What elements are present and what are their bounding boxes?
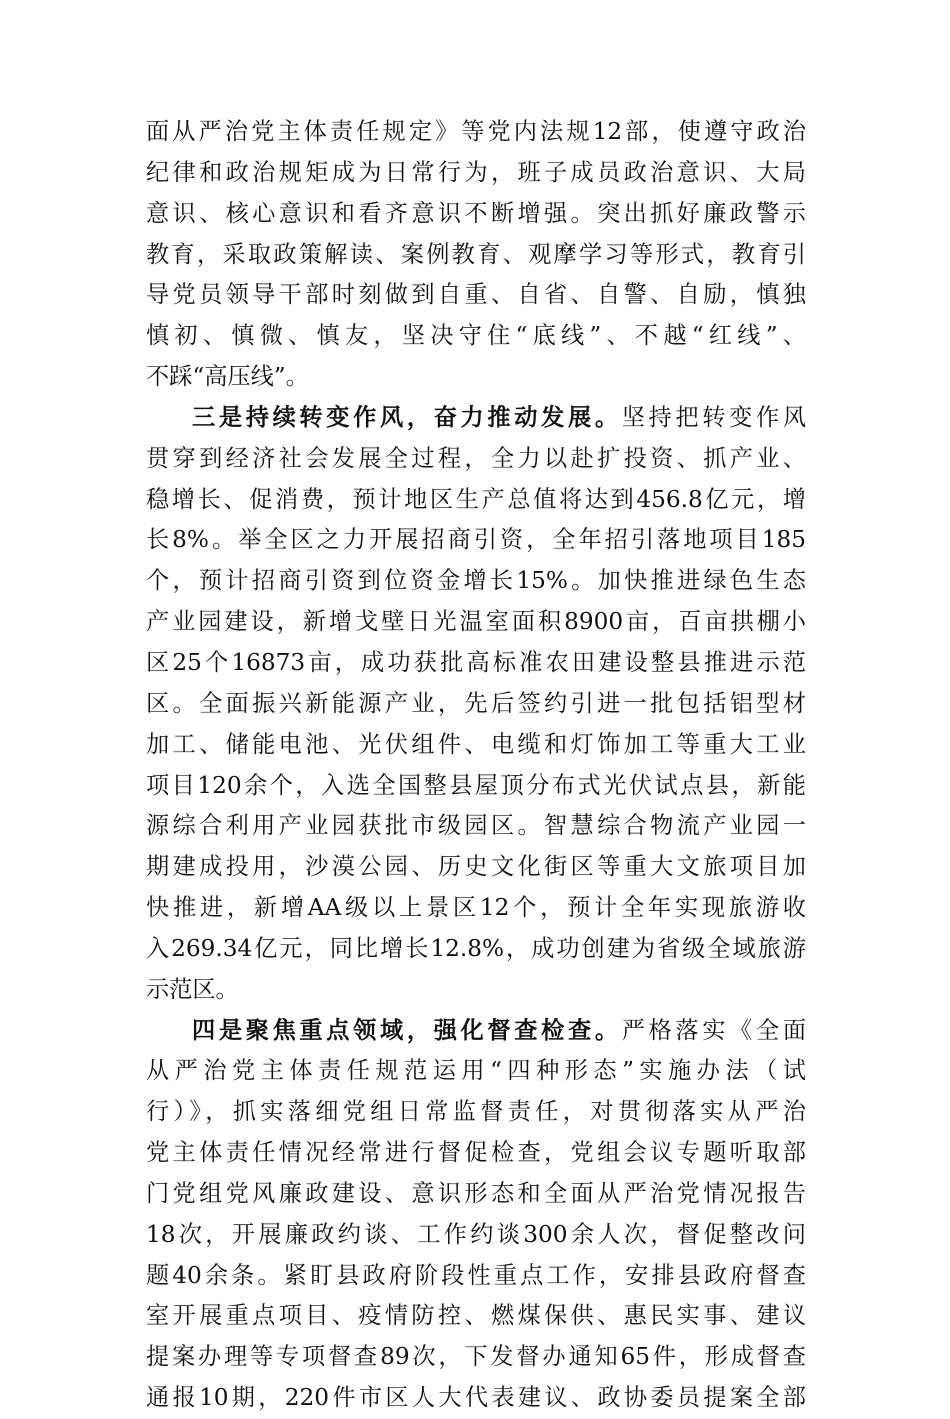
paragraph-2-line-15: 示范区。 [146, 975, 239, 1003]
paragraph-2-line-1 [146, 398, 806, 439]
paragraph-2-line-3: 稳增长、促消费，预计地区生产总值将达到456.8亿元，增 [146, 485, 806, 513]
paragraph-3-line-10: 通报10期，220件市区人大代表建议、政协委员提案全部 [146, 1384, 806, 1412]
paragraph-2-line-12: 期建成投用，沙漠公园、历史文化街区等重大文旅项目加 [146, 853, 806, 881]
paragraph-2-line-9: 加工、储能电池、光伏组件、电缆和灯饰加工等重大工业 [146, 730, 806, 758]
paragraph-2-line-2: 贯穿到经济社会发展全过程，全力以赴扩投资、抓产业、 [146, 444, 806, 472]
paragraph-3-line-8: 室开展重点项目、疫情防控、燃煤保供、惠民实事、建议 [146, 1302, 806, 1330]
paragraph-1-line-7: 不踩“高压线”。 [146, 363, 309, 391]
paragraph-3-line-9: 提案办理等专项督查89次，下发督办通知65件，形成督查 [146, 1343, 806, 1371]
paragraph-2-line-13: 快推进，新增AA级以上景区12个，预计全年实现旅游收 [146, 894, 806, 922]
paragraph-3-line-2: 从严治党主体责任规范运用“四种形态”实施办法（试 [146, 1057, 806, 1085]
paragraph-2-line-10: 项目120余个，入选全国整县屋顶分布式光伏试点县，新能 [146, 771, 806, 799]
paragraph-3-line-5: 门党组党风廉政建设、意识形态和全面从严治党情况报告 [146, 1179, 806, 1207]
document-body [146, 112, 806, 1419]
paragraph-2-line-11: 源综合利用产业园获批市级园区。智慧综合物流产业园一 [146, 812, 806, 840]
paragraph-1-line-5: 导党员领导干部时刻做到自重、自省、自警、自励，慎独 [146, 281, 806, 309]
paragraph-3-line-3: 行）》，抓实落细党组日常监督责任，对贯彻落实从严治 [146, 1098, 806, 1126]
paragraph-2-heading: 三是持续转变作风，奋力推动发展。 [192, 403, 622, 431]
paragraph-2-line-5: 个，预计招商引资到位资金增长15%。加快推进绿色生态 [146, 567, 806, 595]
paragraph-3-line-6: 18次，开展廉政约谈、工作约谈300余人次，督促整改问 [146, 1220, 806, 1248]
paragraph-1-line-1: 面从严治党主体责任规定》等党内法规12部，使遵守政治 [146, 118, 806, 145]
paragraph-2-line-8: 区。全面振兴新能源产业，先后签约引进一批包括铝型材 [146, 689, 806, 717]
paragraph-1-line-3: 意识、核心意识和看齐意识不断增强。突出抓好廉政警示 [146, 199, 806, 227]
paragraph-1-line-2: 纪律和政治规矩成为日常行为，班子成员政治意识、大局 [146, 158, 806, 186]
paragraph-1-line-4: 教育，采取政策解读、案例教育、观摩学习等形式，教育引 [146, 240, 806, 268]
paragraph-1-line-6: 慎初、慎微、慎友，坚决守住“底线”、不越“红线”、 [146, 322, 806, 350]
paragraph-3-line-7: 题40余条。紧盯县政府阶段性重点工作，安排县政府督查 [146, 1261, 806, 1289]
paragraph-2-line-14: 入269.34亿元，同比增长12.8%，成功创建为省级全域旅游 [146, 934, 806, 962]
paragraph-3-heading: 四是聚焦重点领域，强化督查检查。 [192, 1016, 622, 1044]
paragraph-3-line-1 [146, 1011, 806, 1052]
paragraph-2-line-1-text: 坚持把转变作风 [621, 403, 806, 431]
paragraph-2-line-6: 产业园建设，新增戈壁日光温室面积8900亩，百亩拱棚小 [146, 608, 806, 636]
paragraph-3-line-1-text: 严格落实《全面 [621, 1016, 806, 1044]
paragraph-2-line-4: 长8%。举全区之力开展招商引资，全年招引落地项目185 [146, 526, 806, 554]
paragraph-3-line-4: 党主体责任情况经常进行督促检查，党组会议专题听取部 [146, 1139, 806, 1167]
paragraph-2-line-7: 区25个16873亩，成功获批高标准农田建设整县推进示范 [146, 648, 806, 676]
